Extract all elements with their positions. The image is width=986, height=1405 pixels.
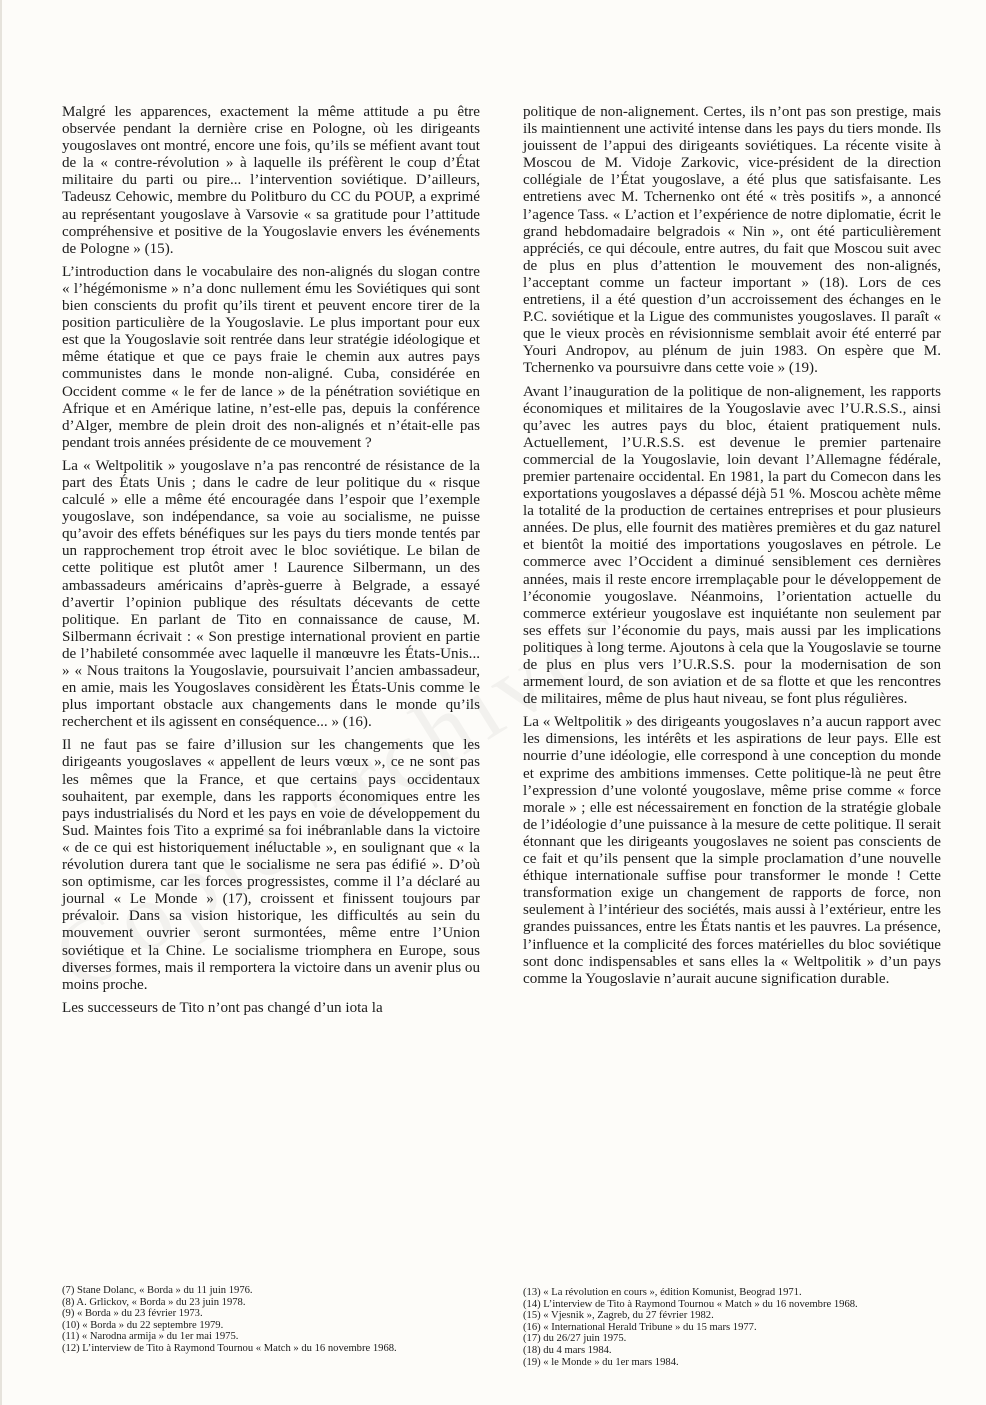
right-column bbox=[523, 104, 941, 994]
footnote: (17) du 26/27 juin 1975. bbox=[523, 1333, 627, 1345]
footnote: (10) « Borda » du 22 septembre 1979. bbox=[62, 1319, 224, 1331]
footnote: (12) L’interview de Tito à Raymond Tournou « Match » du 16 novembre 1968. bbox=[62, 1342, 397, 1354]
left-column bbox=[62, 104, 480, 1023]
paragraph: Avant l’inauguration de la politique de non-alignement, les rapports économiques et militaires de la Yougoslavie avec l’U.R.S.S., ainsi qu’avec les autres pays du bloc, étaient pratiquement nuls. Actuellement, l’U.R.S.S. est devenue le premier partenaire commercial de la Yougoslavie, loin devant l’Allemagne fédérale, premier partenaire occidental. En 1981, la part du Comecon dans les exportations yougoslaves a dépassé déjà 51 %. Moscou achète même la totalité de la production de certaines entreprises et pour plusieurs années. De plus, elle fournit des matières premières et du gaz naturel et bientôt la moitié des importations yougoslaves en pétrole. Le commerce avec l’Occident a diminué sensiblement ces dernières années, mais il reste encore irremplaçable pour le développement de l’économie yougoslave. Néanmoins, l’orientation actuelle du commerce extérieur yougoslave est inquiétante non seulement par ses effets sur l’économie du pays, mais aussi par les implications politiques à long terme. Ajoutons à cela que la Yougoslavie se tourne de plus en plus vers l’U.R.S.S. pour la modernisation de son armement lourd, de son aviation et de sa flotte et que les rencontres de militaires, même de plus haut niveau, se font plus régulières. bbox=[523, 383, 941, 708]
paragraph: L’introduction dans le vocabulaire des non-alignés du slogan contre « l’hégémonisme » n’a donc nullement ému les Soviétiques qui sont bien conscients du profit qu’ils tirent et peuvent encore tirer de la position particulière de la Yougoslavie. Le plus important pour eux est que la Yougoslavie soit rentrée dans leur stratégie idéologique et même étatique et que ce pays fraie le chemin aux autres pays communistes dans le monde non-aligné. Cuba, considérée en Occident comme « le fer de lance » de la pénétration soviétique en Afrique et en Amérique latine, n’est-elle pas, depuis la conférence d’Alger, membre de plein droit des non-alignés et n’était-elle pas pendant trois années présidente de ce mouvement ? bbox=[62, 263, 480, 451]
footnote: (8) A. Grlickov, « Borda » du 23 juin 1978. bbox=[62, 1296, 246, 1308]
paragraph: politique de non-alignement. Certes, ils n’ont pas son prestige, mais ils maintiennent une activité intense dans les pays du tiers monde. Ils jouissent de l’appui des dirigeants soviétiques. La récente visite à Moscou de M. Vidoje Zarkovic, vice-président de la direction collégiale de l’État yougoslave, a été plus que satisfaisante. Les entretiens avec M. Tchernenko ont été « très positifs », a annoncé l’agence Tass. « L’action et l’expérience de notre diplomatie, écrit le grand hebdomadaire belgradois « Nin », ont été particulièrement appréciés, ce qui découle, entre autres, du fait que Moscou suit avec de plus en plus d’attention le mouvement des non-alignés, l’acceptant comme un facteur important » (18). Lors de ces entretiens, il a été question d’un accroissement des échanges en le P.C. soviétique et la Ligue des communistes yougoslaves. Il paraît « que le vieux procès en révisionnisme semblait avoir été enterré par Youri Andropov, au plénum de juin 1983. On espère que M. Tchernenko va poursuivre dans cette voie » (19). bbox=[523, 104, 941, 377]
paragraph: Malgré les apparences, exactement la même attitude a pu être observée pendant la dernière crise en Pologne, où les dirigeants yougoslaves ont montré, encore une fois, qu’ils se méfient avant tout de la « contre-révolution » à laquelle ils préfèrent le coup d’État militaire du parti ou pire... l’intervention soviétique. D’ailleurs, Tadeusz Cehowic, membre du Politburo du CC du POUP, a exprimé au représentant yougoslave à Varsovie « sa gratitude pour l’attitude compréhensive et positive de la Yougoslavie envers les événements de Pologne » (15). bbox=[62, 104, 480, 257]
footnote: (15) « Vjesnik », Zagreb, du 27 février 1982. bbox=[523, 1310, 714, 1322]
footnote: (16) « International Herald Tribune » du 15 mars 1977. bbox=[523, 1321, 757, 1333]
paragraph: La « Weltpolitik » yougoslave n’a pas rencontré de résistance de la part des États Unis ; dans le cadre de leur politique du « risque calculé » elle a même été encouragée dans l’espoir que l’exemple yougoslave, son indépendance, sa voie au socialisme, ne puisse qu’avoir des effets bénéfiques sur les pays du tiers monde tentés par un rapprochement trop étroit avec le bloc soviétique. Le bilan de cette politique est plutôt amer ! Laurence Silbermann, un des ambassadeurs américains d’après-guerre à Belgrade, a essayé d’avertir l’opinion publique des résultats décevants de cette politique. En parlant de Tito en connaissance de cause, M. Silbermann écrivait : « Son prestige international provient en partie de l’habileté consommée avec laquelle il manœuvre les États-Unis... » « Nous traitons la Yougoslavie, poursuivait l’ancien ambassadeur, en amie, mais les Yougoslaves considèrent les États-Unis comme le plus important obstacle aux changements dans le monde qu’ils recherchent et ils agissent en conséquence... » (16). bbox=[62, 457, 480, 731]
footnotes-left bbox=[62, 1285, 492, 1355]
footnote: (7) Stane Dolanc, « Borda » du 11 juin 1976. bbox=[62, 1285, 253, 1296]
paragraph: Il ne faut pas se faire d’illusion sur les changements que les dirigeants yougoslaves « appellent de leurs vœux », ce ne sont pas les mêmes que la France, et que certains pays occidentaux souhaitent, par exemple, dans les rapports économiques entre les pays industrialisés du Nord et les pays en voie de développement du Sud. Maintes fois Tito a exprimé sa foi inébranlable dans la victoire « de ce qui est historiquement inéluctable », en soulignant que « la révolution durera tant que le socialisme ne sera pas édifié ». D’où son optimisme, car les forces progressistes, comme il l’a déclaré au journal « Le Monde » (17), croissent et finissent toujours par prévaloir. Dans sa vision historique, les difficultés au sein du mouvement ouvrier seront surmontées, même entre l’Union soviétique et la Chine. Le socialisme triomphera en Europe, sous diverses formes, mais il remportera la victoire dans un avenir plus ou moins proche. bbox=[62, 737, 480, 993]
footnote: (14) L’interview de Tito à Raymond Tournou « Match » du 16 novembre 1968. bbox=[523, 1298, 858, 1310]
paragraph: La « Weltpolitik » des dirigeants yougoslaves n’a aucun rapport avec les dimensions, les intérêts et les aspirations de leur pays. Elle est nourrie d’une idéologie, elle correspond à une conception du monde et exprime des ambitions immenses. Cette politique-là ne peut être l’expression d’une volonté yougoslave, même prise comme « force morale » ; elle est nécessairement en fonction de la stratégie globale de l’idéologie d’une puissance à la mesure de cette politique. Il serait étonnant que les dirigeants yougoslaves ne soient pas conscients de ce fait et qu’ils pensent que la simple proclamation d’une nouvelle éthique internationale suffise pour transformer le monde ! Cette transformation exige un changement de rapports de force, non seulement à l’intérieur des sociétés, mais aussi à l’extérieur, entre les grandes puissances, entre les États nantis et les pauvres. La présence, l’influence et la complicité des forces matérielles du bloc soviétique sont donc indispensables et sans elles la « Weltpolitik » d’un pays comme la Yougoslavie n’aurait aucune signification durable. bbox=[523, 714, 941, 987]
footnote: (18) du 4 mars 1984. bbox=[523, 1344, 612, 1356]
footnote: (19) « le Monde » du 1er mars 1984. bbox=[523, 1356, 679, 1368]
footnote: (9) « Borda » du 23 février 1973. bbox=[62, 1308, 203, 1320]
scan-edge-mark bbox=[0, 0, 2, 1405]
footnote: (11) « Narodna armija » du 1er mai 1975. bbox=[62, 1331, 239, 1343]
footnote: (13) « La révolution en cours », édition Komunist, Beograd 1971. bbox=[523, 1287, 802, 1298]
paragraph: Les successeurs de Tito n’ont pas changé d’un iota la bbox=[62, 999, 383, 1016]
footnotes-right bbox=[523, 1287, 953, 1368]
